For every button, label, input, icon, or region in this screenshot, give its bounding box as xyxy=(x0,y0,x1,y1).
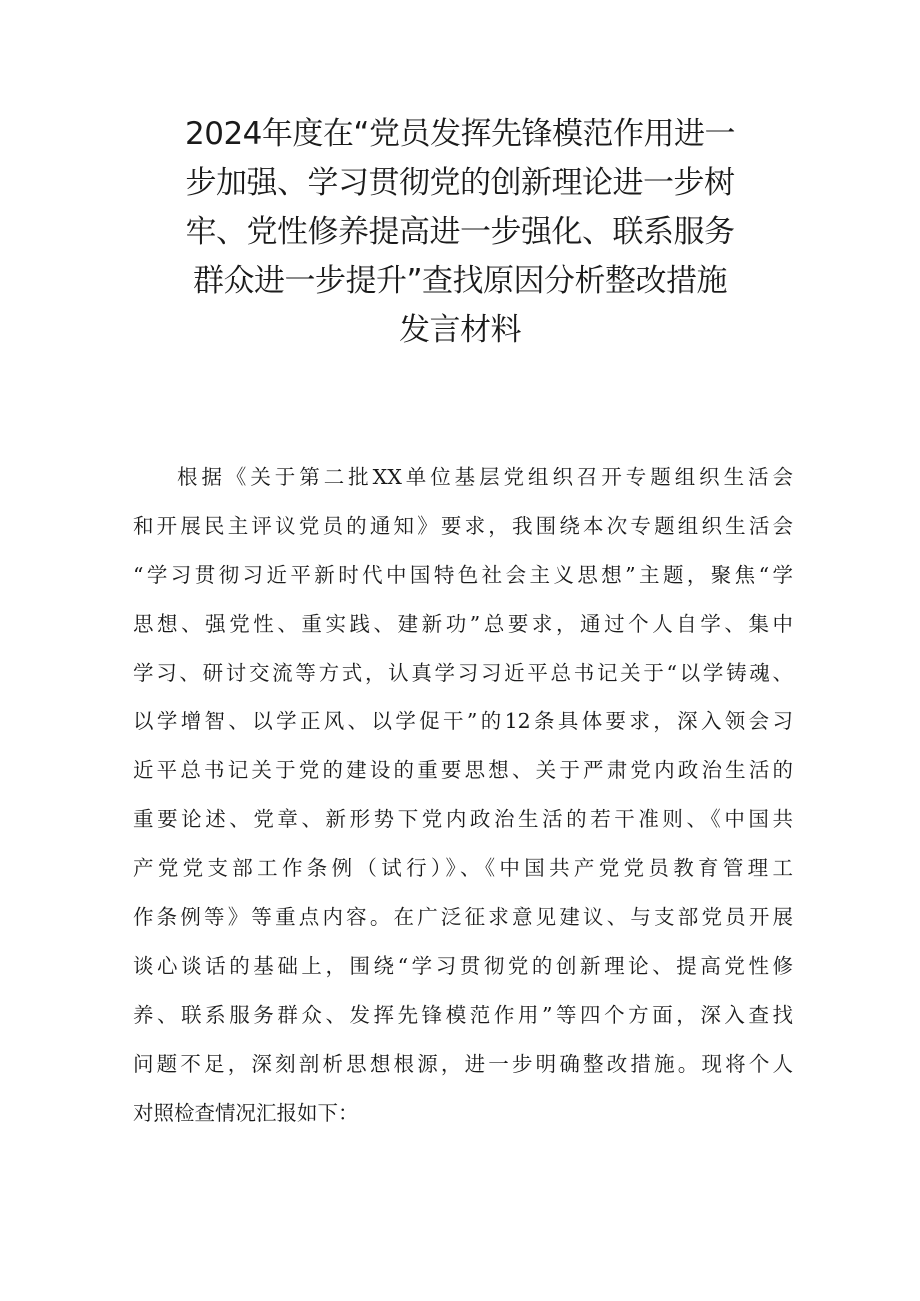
paragraph-line: 学习、研讨交流等方式，认真学习习近平总书记关于“以学铸魂、 xyxy=(133,660,793,685)
title-line: 步加强、学习贯彻党的创新理论进一步树 xyxy=(185,165,735,201)
paragraph-line: 根据《关于第二批XX单位基层党组织召开专题组织生活会 xyxy=(177,465,793,489)
title-line: 发言材料 xyxy=(399,312,521,348)
paragraph-line: 和开展民主评议党员的通知》要求，我围绕本次专题组织生活会 xyxy=(133,513,793,538)
title-line: 2024年度在“党员发挥先锋模范作用进一 xyxy=(185,116,735,152)
paragraph-line: 对照检查情况汇报如下： xyxy=(133,1100,359,1125)
title-line: 牢、党性修养提高进一步强化、联系服务 xyxy=(185,214,735,250)
paragraph-line: 以学增智、以学正风、以学促干”的12条具体要求，深入领会习 xyxy=(133,709,793,734)
body-paragraph xyxy=(133,453,793,1137)
paragraph-line: 重要论述、党章、新形势下党内政治生活的若干准则、《中国共 xyxy=(133,807,793,832)
paragraph-line: 思想、强党性、重实践、建新功”总要求，通过个人自学、集中 xyxy=(133,611,793,636)
paragraph-line: 产党党支部工作条例（试行）》、《中国共产党党员教育管理工 xyxy=(133,856,793,881)
document-title xyxy=(130,110,790,355)
title-line: 群众进一步提升”查找原因分析整改措施 xyxy=(192,263,728,299)
paragraph-line: 养、联系服务群众、发挥先锋模范作用”等四个方面，深入查找 xyxy=(133,1002,793,1027)
paragraph-line: 作条例等》等重点内容。在广泛征求意见建议、与支部党员开展 xyxy=(133,905,793,930)
paragraph-line: 近平总书记关于党的建设的重要思想、关于严肃党内政治生活的 xyxy=(133,758,793,783)
paragraph-line: 谈心谈话的基础上，围绕“学习贯彻党的创新理论、提高党性修 xyxy=(133,953,793,978)
paragraph-line: “学习贯彻习近平新时代中国特色社会主义思想”主题，聚焦“学 xyxy=(133,562,793,587)
paragraph-line: 问题不足，深刻剖析思想根源，进一步明确整改措施。现将个人 xyxy=(133,1051,793,1076)
